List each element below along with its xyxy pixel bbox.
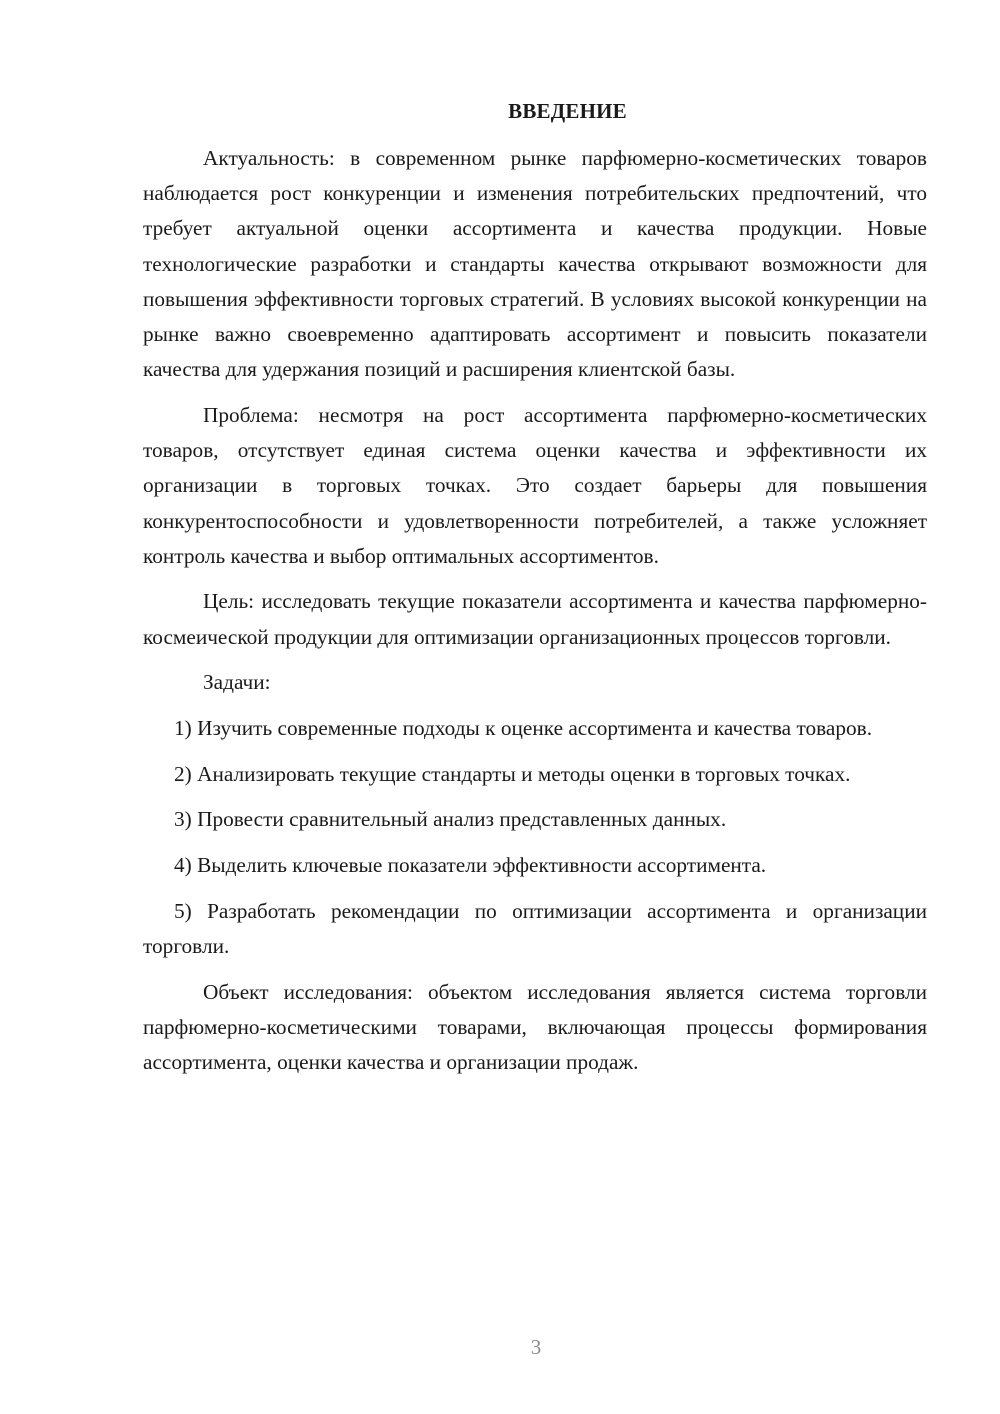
task-item-4: 4) Выделить ключевые показатели эффективности ассортимента. bbox=[174, 853, 767, 878]
goal-paragraph: Цель: исследовать текущие показатели ассортимента и качества парфюмерно-космеической продукции для оптимизации организационных процессов торговли. bbox=[143, 589, 927, 649]
task-item-3: 3) Провести сравнительный анализ представленных данных. bbox=[174, 807, 727, 832]
tasks-label: Задачи: bbox=[203, 670, 271, 695]
task-item-1: 1) Изучить современные подходы к оценке ассортимента и качества товаров. bbox=[174, 716, 873, 741]
relevance-paragraph: Актуальность: в современном рынке парфюмерно-косметических товаров наблюдается рост конкуренции и изменения потребительских предпочтений, что требует актуальной оценки ассортимента и качества продукции. Новые технологические разработки и стандарты качества открывают возможности для повышения эффективности торговых стратегий. В условиях высокой конкуренции на рынке важно своевременно адаптировать ассортимент и повысить показатели качества для удержания позиций и расширения клиентской базы. bbox=[143, 146, 927, 382]
page-title: ВВЕДЕНИЕ bbox=[508, 99, 627, 123]
object-paragraph: Объект исследования: объектом исследования является система торговли парфюмерно-косметическими товарами, включающая процессы формирования ассортимента, оценки качества и организации продаж. bbox=[143, 979, 927, 1075]
problem-paragraph: Проблема: несмотря на рост ассортимента парфюмерно-косметических товаров, отсутствует единая система оценки качества и эффективности их организации в торговых точках. Это создает барьеры для повышения конкурентоспособности и удовлетворенности потребителей, а также усложняет контроль качества и выбор оптимальных ассортиментов. bbox=[143, 402, 927, 568]
task-item-5: 5) Разработать рекомендации по оптимизации ассортимента и организации торговли. bbox=[143, 898, 927, 959]
task-item-2: 2) Анализировать текущие стандарты и методы оценки в торговых точках. bbox=[174, 761, 851, 786]
document-page bbox=[143, 94, 927, 1080]
page-number: 3 bbox=[530, 1335, 542, 1359]
